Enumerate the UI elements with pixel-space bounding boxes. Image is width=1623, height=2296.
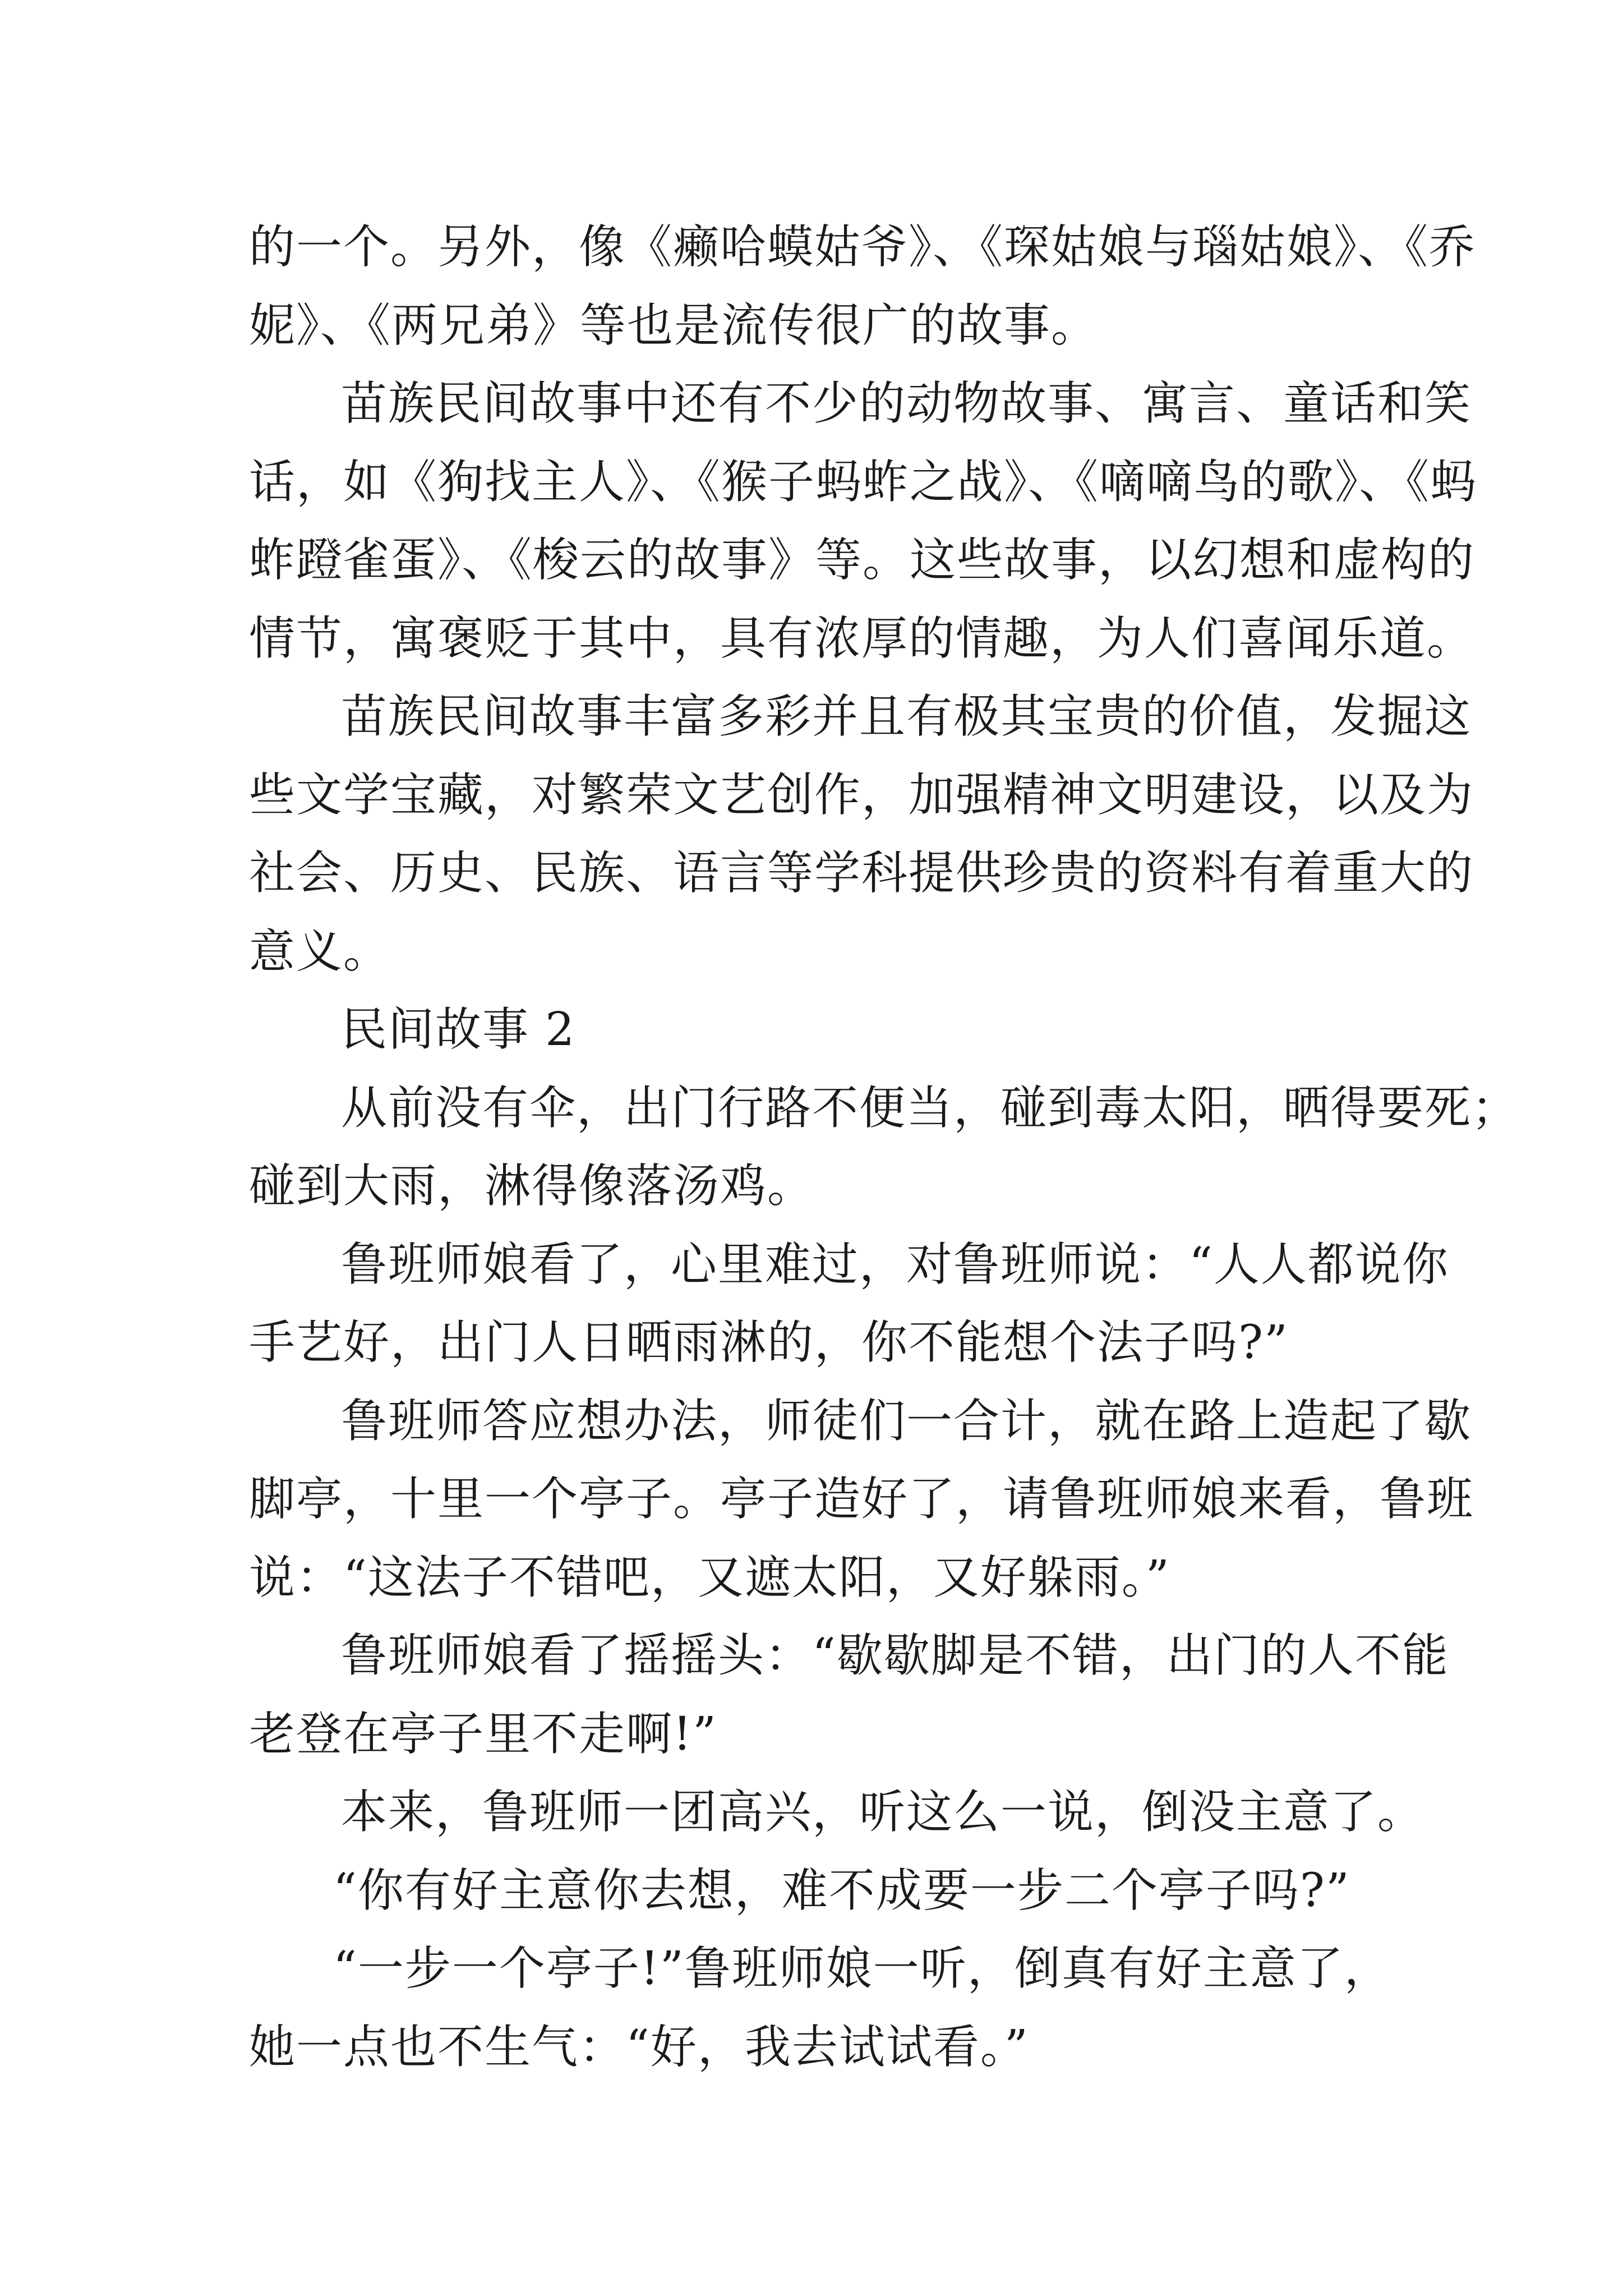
text-line: 脚亭，十里一个亭子。亭子造好了，请鲁班师娘来看，鲁班 (249, 1473, 1474, 1526)
text-line: 些文学宝藏，对繁荣文艺创作，加强精神文明建设，以及为 (249, 768, 1474, 822)
text-line: 情节，寓褒贬于其中，具有浓厚的情趣，为人们喜闻乐道。 (249, 611, 1474, 665)
paragraph-start-line: 本来，鲁班师一团高兴，听这么一说，倒没主意了。 (341, 1786, 1425, 1839)
text-line: 碰到大雨，淋得像落汤鸡。 (249, 1159, 815, 1213)
text-line: 意义。 (249, 924, 391, 978)
paragraph-start-line: 苗族民间故事丰富多彩并且有极其宝贵的价值，发掘这 (341, 690, 1472, 743)
quote-line: “你有好主意你去想，难不成要一步二个亭子吗?” (333, 1864, 1350, 1917)
text-line: 老登在亭子里不走啊!” (249, 1707, 717, 1761)
paragraph-start-line: 鲁班师娘看了，心里难过，对鲁班师说：“人人都说你 (341, 1237, 1449, 1291)
paragraph-start-line: 苗族民间故事中还有不少的动物故事、寓言、童话和笑 (341, 377, 1472, 430)
document-body (249, 208, 1519, 2086)
text-line: 社会、历史、民族、语言等学科提供珍贵的资料有着重大的 (249, 846, 1474, 900)
quote-line: “一步一个亭子!”鲁班师娘一听，倒真有好主意了， (333, 1942, 1391, 1995)
text-line: 的一个。另外，像《癞哈蟆姑爷》、《琛姑娘与瑙姑娘》、《乔 (249, 220, 1477, 274)
paragraph-start-line: 鲁班师娘看了摇摇头：“歇歇脚是不错，出门的人不能 (341, 1629, 1449, 1682)
text-line: 说：“这法子不错吧，又遮太阳，又好躲雨。” (249, 1550, 1170, 1604)
text-line: 她一点也不生气：“好，我去试试看。” (249, 2020, 1029, 2074)
text-line: 妮》、《两兄弟》等也是流传很广的故事。 (249, 298, 1099, 352)
text-line: 话，如《狗找主人》、《猴子蚂蚱之战》、《嘀嘀鸟的歌》、《蚂 (249, 455, 1478, 509)
paragraph-start-line: 从前没有伞，出门行路不便当，碰到毒太阳，晒得要死； (341, 1081, 1519, 1135)
text-line: 手艺好，出门人日晒雨淋的，你不能想个法子吗?” (249, 1316, 1289, 1369)
paragraph-start-line: 鲁班师答应想办法，师徒们一合计，就在路上造起了歇 (341, 1394, 1472, 1448)
text-line: 蚱蹬雀蛋》、《梭云的故事》等。这些故事，以幻想和虚构的 (249, 533, 1476, 587)
section-heading: 民间故事 2 (341, 1003, 576, 1056)
